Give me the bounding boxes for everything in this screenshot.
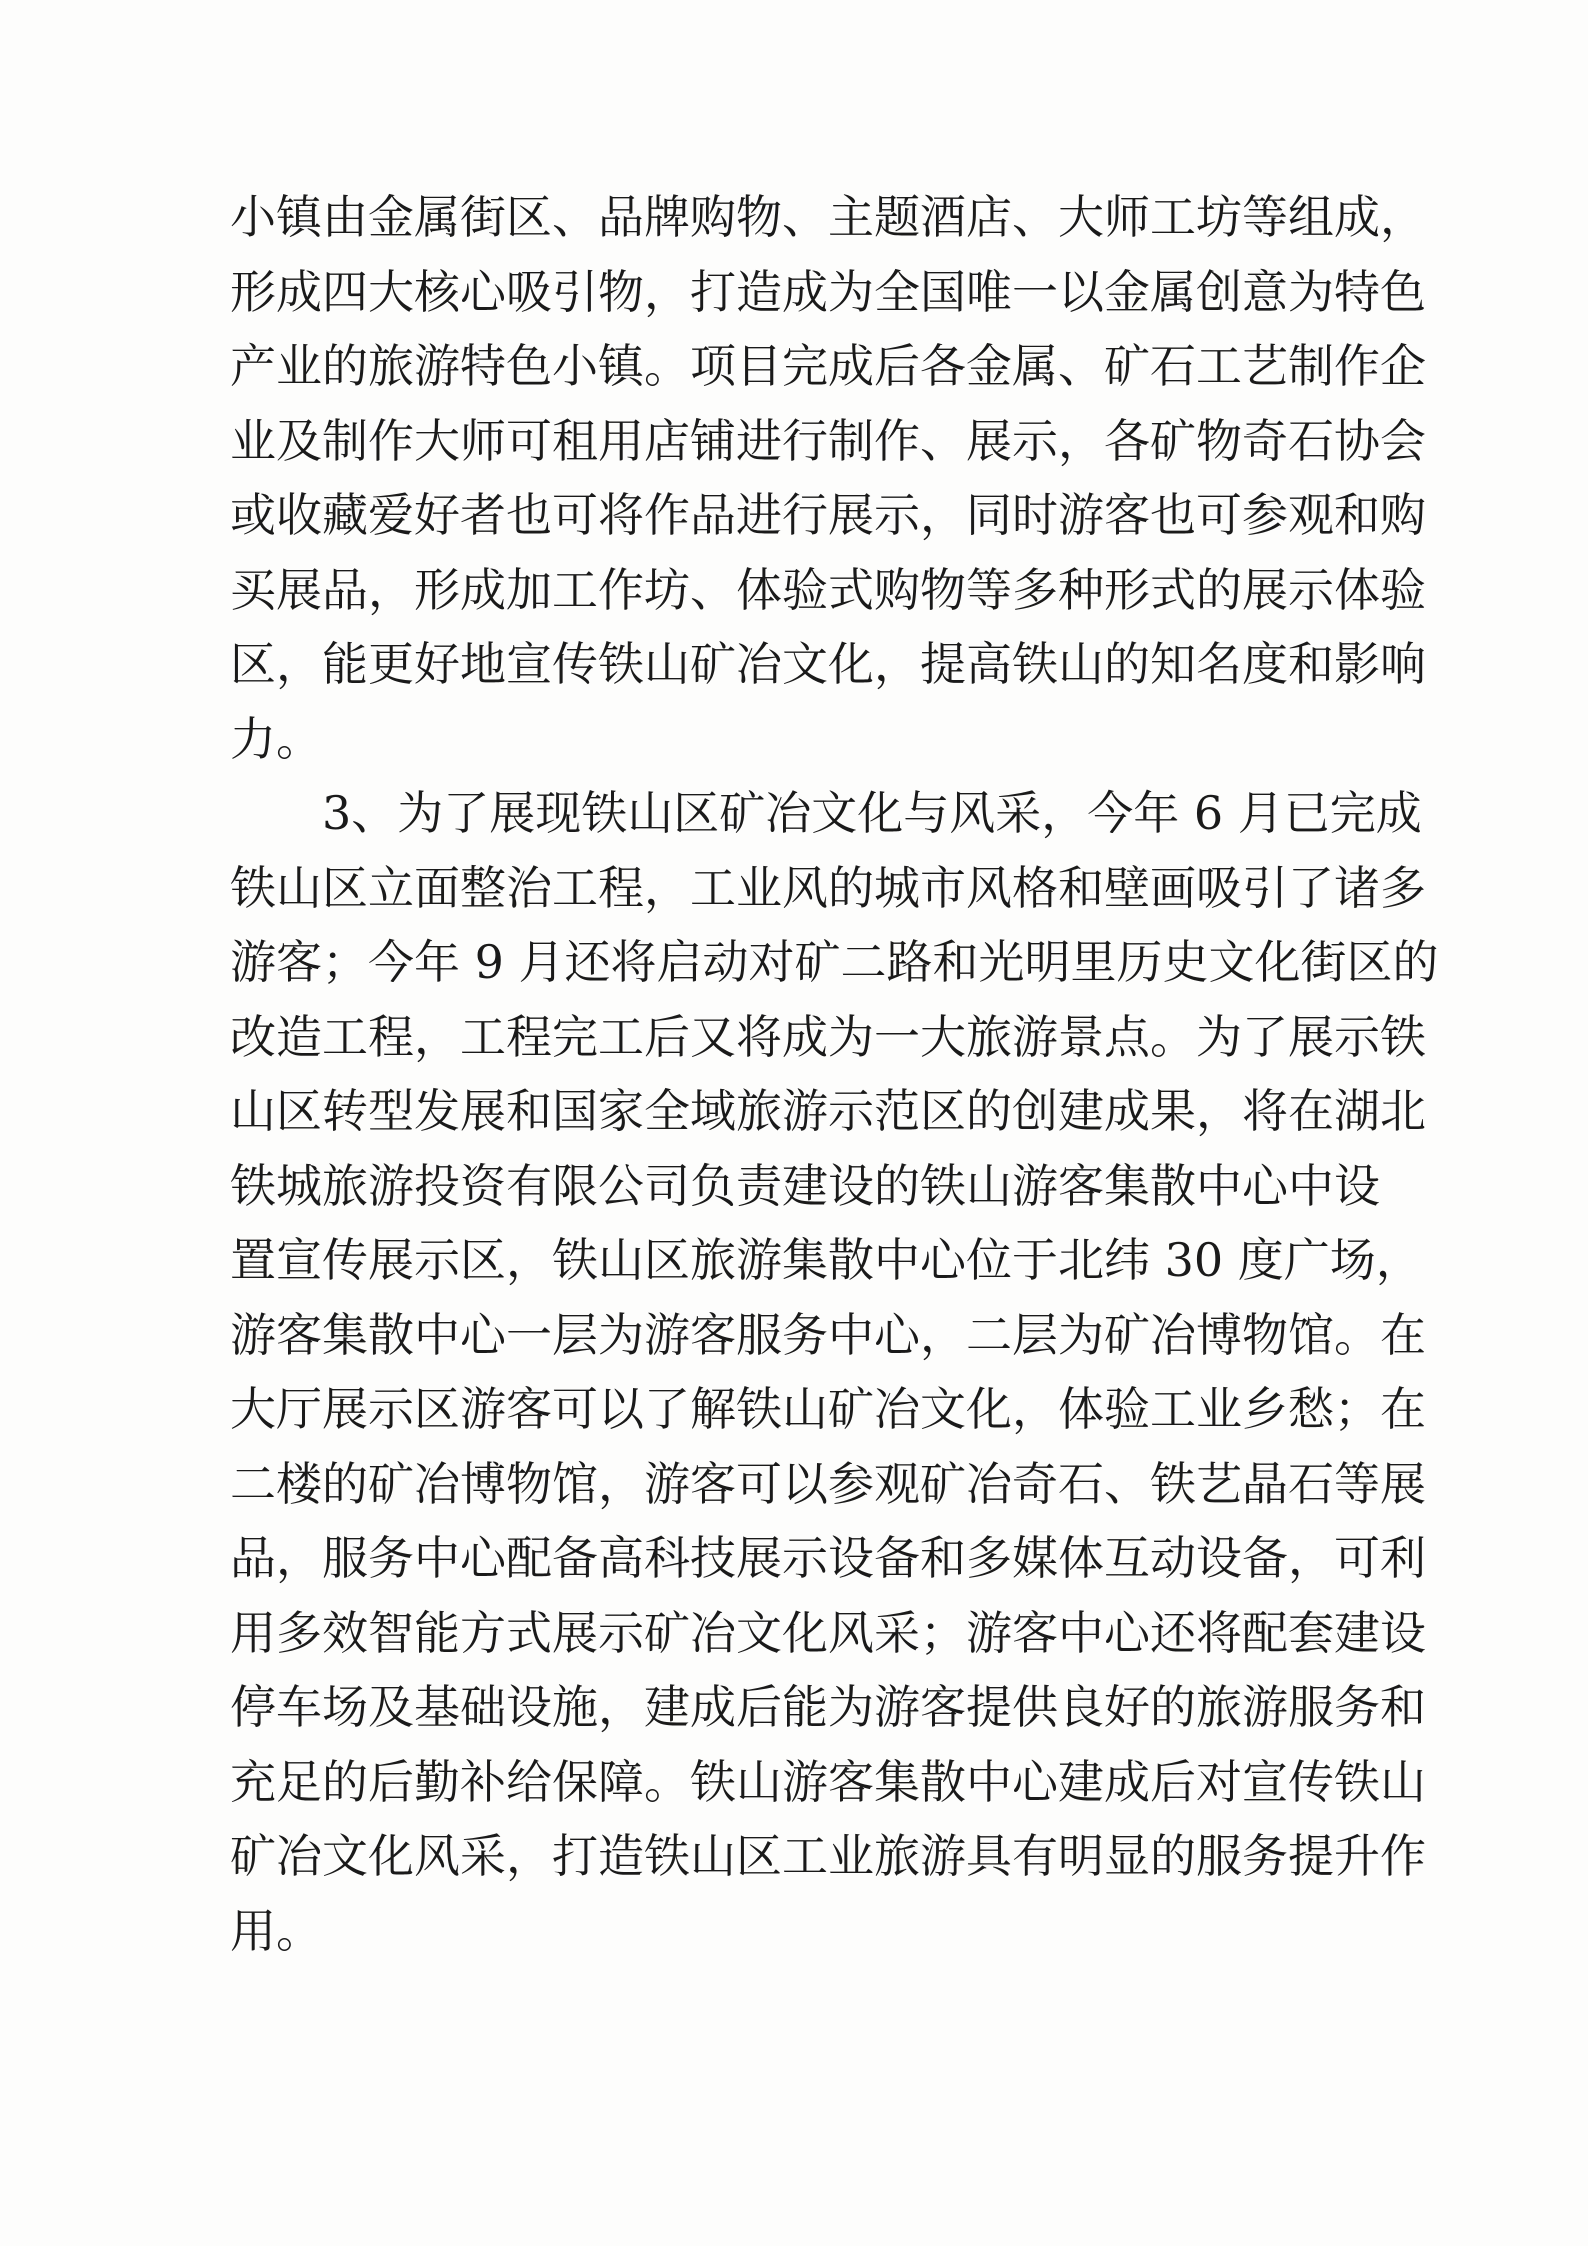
text-line: 产业的旅游特色小镇。项目完成后各金属、矿石工艺制作企 bbox=[230, 339, 1426, 393]
text-line: 用多效智能方式展示矿冶文化风采；游客中心还将配套建设 bbox=[230, 1605, 1426, 1660]
text-line: 充足的后勤补给保障。铁山游客集散中心建成后对宣传铁山 bbox=[230, 1754, 1426, 1809]
text-line: 铁山区立面整治工程，工业风的城市风格和壁画吸引了诸多 bbox=[230, 860, 1426, 915]
text-line: 游客；今年 9 月还将启动对矿二路和光明里历史文化街区的 bbox=[230, 935, 1439, 989]
paragraph-first-line: 3、为了展现铁山区矿冶文化与风采，今年 6 月已完成 bbox=[322, 786, 1422, 840]
text-line: 买展品，形成加工作坊、体验式购物等多种形式的展示体验 bbox=[230, 562, 1426, 617]
text-line: 业及制作大师可租用店铺进行制作、展示，各矿物奇石协会 bbox=[230, 413, 1426, 468]
text-line: 形成四大核心吸引物，打造成为全国唯一以金属创意为特色 bbox=[230, 264, 1426, 319]
text-line: 山区转型发展和国家全域旅游示范区的创建成果，将在湖北 bbox=[230, 1084, 1426, 1138]
text-line: 品，服务中心配备高科技展示设备和多媒体互动设备，可利 bbox=[230, 1531, 1426, 1585]
text-line: 力。 bbox=[230, 711, 322, 766]
text-line: 区，能更好地宣传铁山矿冶文化，提高铁山的知名度和影响 bbox=[230, 637, 1426, 691]
text-line: 小镇由金属街区、品牌购物、主题酒店、大师工坊等组成， bbox=[230, 190, 1426, 244]
text-line: 改造工程，工程完工后又将成为一大旅游景点。为了展示铁 bbox=[230, 1009, 1426, 1064]
document-body bbox=[230, 180, 1439, 1968]
text-line: 铁城旅游投资有限公司负责建设的铁山游客集散中心中设 bbox=[230, 1158, 1380, 1213]
text-line: 矿冶文化风采，打造铁山区工业旅游具有明显的服务提升作 bbox=[230, 1829, 1426, 1883]
text-line: 大厅展示区游客可以了解铁山矿冶文化，体验工业乡愁；在 bbox=[230, 1382, 1426, 1436]
text-line: 停车场及基础设施，建成后能为游客提供良好的旅游服务和 bbox=[230, 1680, 1426, 1734]
text-line: 置宣传展示区，铁山区旅游集散中心位于北纬 30 度广场， bbox=[230, 1233, 1422, 1287]
text-line: 游客集散中心一层为游客服务中心，二层为矿冶博物馆。在 bbox=[230, 1307, 1426, 1362]
text-line: 或收藏爱好者也可将作品进行展示，同时游客也可参观和购 bbox=[230, 488, 1426, 542]
text-line: 用。 bbox=[230, 1903, 322, 1958]
text-line: 二楼的矿冶博物馆，游客可以参观矿冶奇石、铁艺晶石等展 bbox=[230, 1456, 1426, 1511]
